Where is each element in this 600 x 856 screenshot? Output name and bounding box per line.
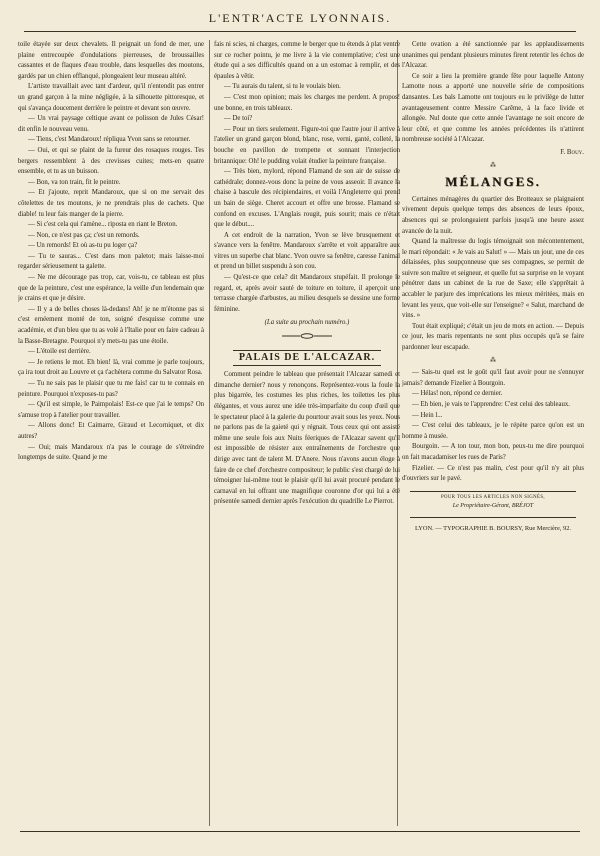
paragraph: — Non, ce n'est pas ça; c'est un remords. bbox=[28, 231, 140, 239]
header-rule bbox=[24, 31, 576, 32]
paragraph: — Et j'ajoute, reprit Mandaroux, que si on me servait des côtelettes de tes moutons, je ne prendrais plus de cachets. Que diable! tu leur fais manger de la pierre. bbox=[18, 189, 204, 218]
paragraph: — Tu te sauras... C'est dans mon paletot; mais laisse-moi regarder sérieusement ta galette. bbox=[18, 252, 204, 271]
paragraph: — De toi? bbox=[224, 115, 253, 123]
paragraph: — Si c'est cela qui t'amène... riposta en riant le Breton. bbox=[28, 221, 178, 229]
paragraph: — Qu'est-ce que cela? dit Mandaroux stupéfait. Il prolonge le regard, et, après avoir sauté de toiture en toiture, il aperçoit une terrasse chargée d'arbustes, au milieu desquels se dessine une forme féminine. bbox=[214, 274, 400, 313]
paragraph: Quand la maîtresse du logis témoignait son mécontentement, le mari répondait: « Je vais au Salut! » — Mais un jour, une de ces délaissées, plus soupçonneuse que ses compagnes, se permit de suivre son maître et seigneur, et quelle fut sa surprise en le voyant pénétrer dans un cabinet de la rue de Saxe; elle s'apprêtait à accabler le parjure des imprécations les mieux méritées, mais en levant les yeux, que voit-elle sur l'enseigne? « Salut, marchand de vins. » bbox=[402, 238, 584, 320]
paragraph: — Un vrai paysage celtique avant ce polisson de Jules César! dit enfin le nouveau venu. bbox=[18, 115, 204, 133]
section-title-block bbox=[402, 174, 584, 191]
paragraph: fais ni scies, ni charges, comme le berger que tu étends à plat ventre sur ce rocher pointu, je me livre à la vie contemplative; c'est une étude qui a ses difficultés quand on a un estomac à remplir, et des épaules à vêtir. bbox=[214, 41, 400, 80]
paragraph: — Tu aurais du talent, si tu le voulais bien. bbox=[224, 83, 341, 91]
paragraph: Comment peindre le tableau que présentait l'Alcazar samedi et dimanche dernier? nous y renonçons. Représentez-vous la foule la plus bigarrée, les costumes les plus riches, les toilettes les plus élégantes, et vous aurez une idée très-imparfaite du coup d'œil que le spectateur placé à la galerie du pourtour avait sous les yeux. Nous ne parlons pas de la gaieté qui y régnait. Tous ceux qui ont assisté même une seule fois aux Nuits féeriques de l'Alcazar savent qu'il est impossible de résister aux entraînements de l'orchestre que dirige avec tant de talent M. D'Anere. Nous n'avons aucun éloge à faire de ce chef d'orchestre compositeur; le public s'est chargé de lui témoigner lui-même tout le plaisir qu'il lui avait procuré pendant le carnaval en lui offrant une magnifique couronne d'or qui lui a été présentée samedi dernier après l'exécution du quadrille Le Pierrot. bbox=[214, 371, 400, 506]
column-2 bbox=[214, 40, 400, 826]
paragraph: — Oui; mais Mandaroux n'a pas le courage de s'étreindre longtemps de suite. Quand je me bbox=[18, 443, 204, 462]
column-3 bbox=[402, 40, 584, 826]
paragraph: — Hein l... bbox=[412, 411, 443, 419]
paragraph: — Qu'il est simple, le Paimpolais! Est-ce que j'ai le temps? On s'amuse trop à l'atelier pour travailler. bbox=[18, 401, 204, 419]
paragraph: Ce soir a lieu la première grande fête pour laquelle Antony Lamotte nous a apporté une nouvelle série de compositions dansantes. Les bals Lamotte ont toujours eu le privilège de lutter avantageusement contre Messire Carême, à la face livide et allongée. Nul doute que cette année l'avantage ne soit encore de leur côté, et que comme les années précédentes ils n'attirent nombreuse société à l'Alcazar. bbox=[402, 72, 584, 144]
page-header-title: L'ENTR'ACTE LYONNAIS. bbox=[208, 11, 392, 25]
paragraph: — L'étoile est derrière. bbox=[28, 348, 91, 356]
paragraph: — Ne me décourage pas trop, car, vois-tu, ce tableau est plus que de la peinture, c'est une espérance, la veille d'un lendemain que je crains et que je désire. bbox=[18, 274, 204, 303]
paragraph: — Pour un tiers seulement. Figure-toi que l'autre jour il arrive à l'atelier un grand garçon blond, blanc, rose, verni, ganté, colleté, la bouche en pavillon de trompette et sonnant l'interjection britannique: Oh! le pudding volait étudier la peinture française. bbox=[214, 125, 400, 165]
paragraph: Bourgoin. — A ton tour, mon bon, peux-tu me dire pourquoi on fait macadamiser les rues de Paris? bbox=[402, 443, 584, 461]
paragraph: — Sais-tu quel est le goût qu'il faut avoir pour ne s'ennuyer jamais? demande Fizelier à Bourgoin. bbox=[402, 369, 584, 387]
paragraph: — Oui, et qui se plaint de la fureur des rosaques rouges. Tes bergers ressemblent à des crevisses cuites; mets-en quatre ensemble, et tu as un buisson. bbox=[18, 146, 204, 176]
paragraph: — Bon, va ton train, fit le peintre. bbox=[28, 178, 121, 186]
imprint-gerant: Le Propriétaire-Gérant, BRÉJOT bbox=[452, 502, 534, 509]
paragraph: toile étayée sur deux chevalets. Il peignait un fond de mer, une plaine entrecoupée d'ondulations pierreuses, de broussailles cassantes et de flaques d'eau trouble, dans lesquelles des moutons, gardés par un chien efflanqué, plongeaient leur museau altéré. bbox=[18, 41, 204, 80]
imprint-rule bbox=[410, 517, 576, 518]
column-1 bbox=[18, 40, 204, 826]
section-title-alcazar: PALAIS DE L'ALCAZAR. bbox=[233, 350, 381, 367]
imprint-notice: POUR TOUS LES ARTICLES NON SIGNÉS, bbox=[440, 494, 546, 500]
asterism-icon: ⁂ bbox=[490, 357, 496, 364]
paragraph: — Un remords! Et où as-tu pu loger ça? bbox=[28, 242, 138, 250]
paragraph: Certaines ménagères du quartier des Brotteaux se plaignaient vivement depuis quelque temps des absences de leurs époux, absences qui se prolongeaient parfois jusqu'à une heure assez avancée de la nuit. bbox=[402, 195, 584, 235]
paragraph: Fizelier. — Ce n'est pas malin, c'est pour qu'il n'y ait plus d'ouvriers sur le pavé. bbox=[402, 464, 584, 483]
section-title-melanges: MÉLANGES. bbox=[445, 174, 541, 190]
paragraph: — Tiens, c'est Mandaroux! répliqua Yvon sans se retourner. bbox=[28, 136, 191, 144]
paragraph: — Eh bien, je vais te l'apprendre: C'est celui des tableaux. bbox=[412, 401, 570, 408]
paragraph: — Hélas! non, répond ce dernier. bbox=[412, 390, 503, 398]
paragraph: Tout était expliqué; c'était un jeu de mots en action. — Depuis ce jour, les maris repentants ne sont plus occupés qu'à se faire pardonner leur escapade. bbox=[402, 322, 584, 352]
paragraph: — Tu ne sais pas le plaisir que tu me fais! car tu te connais en peinture. Pourquoi n'exposes-tu pas? bbox=[18, 380, 204, 398]
paragraph: — Très bien, mylord, répond Flamand de son air de suisse de cathédrale; donnez-vous donc la peine de vous asseoir. Il avance la chaise à bascule des récipiendaires, et voilà l'Angleterre qui prend un bain de siège. Cheret accourt et offre une brosse. Flamand se confond en excuses. L'Anglais rougit, puis sourit; mais ce n'était que le début.... bbox=[214, 168, 400, 229]
footer-rule bbox=[20, 831, 580, 832]
paragraph: — C'est mon opinion; mais les charges me perdent. A propos! une bonne, en trois tableaux. bbox=[214, 93, 400, 112]
columns bbox=[14, 40, 586, 826]
column-rule bbox=[209, 40, 210, 826]
imprint-rule bbox=[410, 491, 576, 492]
ornament-divider-icon bbox=[214, 333, 400, 344]
section-title-block bbox=[214, 350, 400, 367]
paragraph: — Je retiens le mot. Eh bien! là, vrai comme je parle toujours, ça ira tout droit au Louvre et ça t'achètera comme du Salvator Rosa. bbox=[18, 358, 204, 377]
paragraph: — C'est celui des tableaux, je le répète parce qu'on est un homme à musée. bbox=[402, 422, 584, 440]
paragraph: A cet endroit de la narration, Yvon se lève brusquement et s'avance vers la fenêtre. Mandaroux s'arrête et voit apparaître aux vitres un superbe chat blanc. Yvon ouvre sa fenêtre, caresse l'animal et prend un billet suspendu à son cou. bbox=[214, 231, 400, 271]
signature: F. Bouy. bbox=[560, 148, 584, 156]
paragraph: L'artiste travaillait avec tant d'ardeur, qu'il n'entendit pas entrer un grand garçon à la mine négligée, à la silhouette pittoresque, et qui s'avança doucement derrière le peintre et devant son œuvre. bbox=[18, 83, 204, 112]
paragraph: — Il y a de belles choses là-dedans! Ah! je ne m'étonne pas si c'est ernéement monté de ton, soigné d'esquisse comme une académie, et d'un bleu que tu as volé à l'Italie pour en faire cadeau à la Basse-Bretagne. Pourquoi n'y mets-tu pas une étoile. bbox=[18, 305, 204, 345]
asterism-icon: ⁂ bbox=[490, 162, 496, 169]
paragraph: Cette ovation a été sanctionnée par les applaudissements unanimes qui pendant plusieurs minutes firent retentir les échos de l'Alcazar. bbox=[402, 41, 584, 70]
imprint-printer: LYON. — TYPOGRAPHIE B. BOURSY, Rue Mercière, 92. bbox=[414, 525, 572, 533]
continuation-note: (La suite au prochain numéro.) bbox=[264, 319, 350, 327]
paragraph: — Allons donc! Et Caimarre, Giraud et Lecorniquet, et dix autres? bbox=[18, 422, 204, 440]
